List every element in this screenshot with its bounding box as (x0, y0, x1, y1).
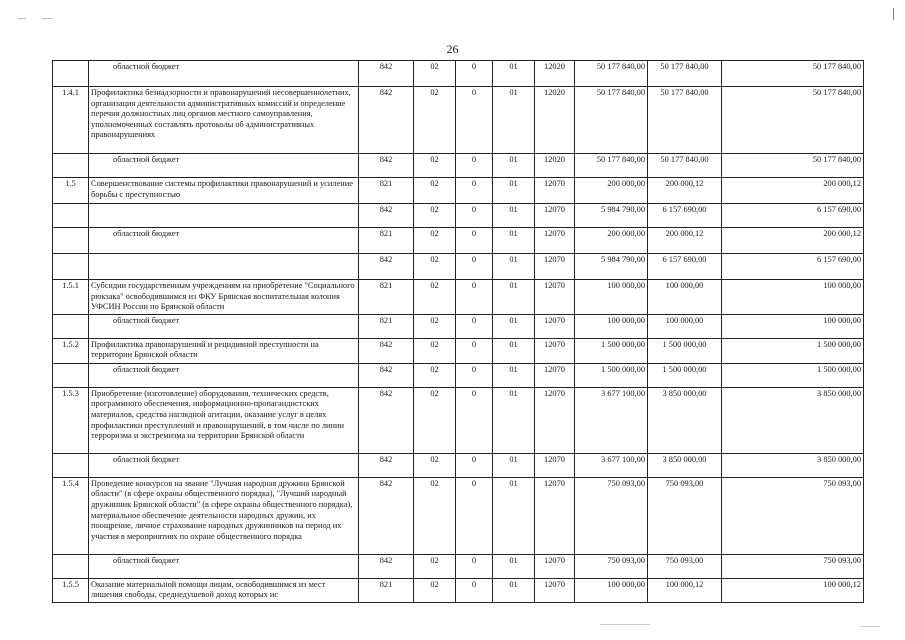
target-code-cell: 12070 (535, 228, 575, 254)
subsection-code-cell: 01 (493, 338, 535, 363)
amount-year1-cell: 5 984 790,00 (575, 204, 648, 228)
target-code-cell: 12070 (535, 254, 575, 280)
target-code-cell: 12070 (535, 178, 575, 204)
subprogram-code-cell: 0 (456, 254, 493, 280)
item-number-cell (53, 228, 89, 254)
target-code-cell: 12070 (535, 453, 575, 477)
amount-year3-cell: 750 093,00 (722, 554, 864, 578)
target-code-cell: 12070 (535, 554, 575, 578)
subsection-code-cell: 01 (493, 87, 535, 154)
amount-year1-cell: 3 677 100,00 (575, 453, 648, 477)
administrator-code-cell: 821 (359, 578, 414, 602)
table-row (53, 228, 864, 254)
item-number-cell: 1.5.4 (53, 477, 89, 554)
amount-year2-cell: 3 850 000,00 (648, 387, 722, 453)
administrator-code-cell: 842 (359, 477, 414, 554)
table-row (53, 314, 864, 338)
section-code-cell: 02 (414, 578, 456, 602)
scan-artifact (893, 8, 894, 20)
amount-year3-cell: 100 000,00 (722, 280, 864, 315)
subprogram-code-cell: 0 (456, 178, 493, 204)
description-cell: областной бюджет (89, 61, 359, 87)
table-row (53, 453, 864, 477)
amount-year2-cell: 50 177 840,00 (648, 154, 722, 178)
target-code-cell: 12070 (535, 314, 575, 338)
subprogram-code-cell: 0 (456, 578, 493, 602)
amount-year2-cell: 200 000,12 (648, 178, 722, 204)
target-code-cell: 12070 (535, 387, 575, 453)
amount-year3-cell: 3 850 000,00 (722, 453, 864, 477)
item-number-cell (53, 554, 89, 578)
administrator-code-cell: 842 (359, 338, 414, 363)
section-code-cell: 02 (414, 554, 456, 578)
amount-year3-cell: 50 177 840,00 (722, 87, 864, 154)
section-code-cell: 02 (414, 178, 456, 204)
subsection-code-cell: 01 (493, 178, 535, 204)
description-cell: Профилактика безнадзорности и правонарушений несовершеннолетних, организация деятельности административных комиссий и определение перечня должностных лиц органов местного самоуправления, уполномоченных составлять протоколы об административных правонарушениях (89, 87, 359, 154)
table-row (53, 338, 864, 363)
administrator-code-cell: 842 (359, 363, 414, 387)
table-row (53, 61, 864, 87)
section-code-cell: 02 (414, 363, 456, 387)
description-cell: областной бюджет (89, 228, 359, 254)
item-number-cell (53, 453, 89, 477)
item-number-cell (53, 363, 89, 387)
subsection-code-cell: 01 (493, 387, 535, 453)
amount-year1-cell: 1 500 000,00 (575, 338, 648, 363)
amount-year2-cell: 100 000,00 (648, 314, 722, 338)
section-code-cell: 02 (414, 204, 456, 228)
section-code-cell: 02 (414, 154, 456, 178)
section-code-cell: 02 (414, 453, 456, 477)
table-row (53, 387, 864, 453)
item-number-cell: 1.5 (53, 178, 89, 204)
table-row (53, 363, 864, 387)
target-code-cell: 12070 (535, 338, 575, 363)
amount-year1-cell: 750 093,00 (575, 554, 648, 578)
amount-year2-cell: 6 157 690,00 (648, 254, 722, 280)
administrator-code-cell: 842 (359, 387, 414, 453)
amount-year3-cell: 3 850 000,00 (722, 387, 864, 453)
amount-year2-cell: 1 500 000,00 (648, 338, 722, 363)
subprogram-code-cell: 0 (456, 477, 493, 554)
amount-year3-cell: 200 000,12 (722, 228, 864, 254)
table-row (53, 154, 864, 178)
amount-year3-cell: 6 157 690,00 (722, 254, 864, 280)
amount-year2-cell: 100 000,00 (648, 280, 722, 315)
subsection-code-cell: 01 (493, 204, 535, 228)
subprogram-code-cell: 0 (456, 554, 493, 578)
amount-year1-cell: 200 000,00 (575, 228, 648, 254)
amount-year3-cell: 200 000,12 (722, 178, 864, 204)
amount-year2-cell: 50 177 840,00 (648, 87, 722, 154)
amount-year1-cell: 750 093,00 (575, 477, 648, 554)
amount-year1-cell: 50 177 840,00 (575, 87, 648, 154)
subsection-code-cell: 01 (493, 61, 535, 87)
amount-year1-cell: 5 984 790,00 (575, 254, 648, 280)
amount-year2-cell: 100 000,12 (648, 578, 722, 602)
amount-year2-cell: 3 850 000,00 (648, 453, 722, 477)
item-number-cell (53, 61, 89, 87)
description-cell: Профилактика правонарушений и рецидивной преступности на территории Брянской области (89, 338, 359, 363)
target-code-cell: 12070 (535, 204, 575, 228)
amount-year3-cell: 6 157 690,00 (722, 204, 864, 228)
item-number-cell (53, 314, 89, 338)
amount-year3-cell: 1 500 000,00 (722, 338, 864, 363)
administrator-code-cell: 821 (359, 314, 414, 338)
amount-year3-cell: 50 177 840,00 (722, 154, 864, 178)
amount-year1-cell: 100 000,00 (575, 578, 648, 602)
administrator-code-cell: 821 (359, 280, 414, 315)
description-cell: областной бюджет (89, 314, 359, 338)
amount-year1-cell: 50 177 840,00 (575, 61, 648, 87)
section-code-cell: 02 (414, 338, 456, 363)
scan-artifact (18, 18, 26, 19)
table-row (53, 280, 864, 315)
administrator-code-cell: 842 (359, 554, 414, 578)
subprogram-code-cell: 0 (456, 280, 493, 315)
amount-year1-cell: 3 677 100,00 (575, 387, 648, 453)
item-number-cell: 1.5.5 (53, 578, 89, 602)
section-code-cell: 02 (414, 228, 456, 254)
target-code-cell: 12020 (535, 87, 575, 154)
subprogram-code-cell: 0 (456, 204, 493, 228)
description-cell: областной бюджет (89, 363, 359, 387)
target-code-cell: 12070 (535, 578, 575, 602)
target-code-cell: 12070 (535, 477, 575, 554)
description-cell: Совершенствование системы профилактики правонарушений и усиление борьбы с преступностью (89, 178, 359, 204)
amount-year2-cell: 750 093,00 (648, 477, 722, 554)
amount-year1-cell: 50 177 840,00 (575, 154, 648, 178)
section-code-cell: 02 (414, 61, 456, 87)
subsection-code-cell: 01 (493, 280, 535, 315)
administrator-code-cell: 842 (359, 154, 414, 178)
table-row (53, 554, 864, 578)
item-number-cell: 1.5.2 (53, 338, 89, 363)
subprogram-code-cell: 0 (456, 453, 493, 477)
subsection-code-cell: 01 (493, 363, 535, 387)
table-row (53, 477, 864, 554)
item-number-cell (53, 204, 89, 228)
amount-year3-cell: 50 177 840,00 (722, 61, 864, 87)
scan-artifact (860, 626, 880, 627)
subprogram-code-cell: 0 (456, 154, 493, 178)
section-code-cell: 02 (414, 477, 456, 554)
table-row (53, 178, 864, 204)
target-code-cell: 12070 (535, 280, 575, 315)
item-number-cell: 1.5.3 (53, 387, 89, 453)
amount-year2-cell: 750 093,00 (648, 554, 722, 578)
subprogram-code-cell: 0 (456, 314, 493, 338)
subsection-code-cell: 01 (493, 477, 535, 554)
amount-year1-cell: 1 500 000,00 (575, 363, 648, 387)
target-code-cell: 12020 (535, 61, 575, 87)
administrator-code-cell: 842 (359, 61, 414, 87)
subsection-code-cell: 01 (493, 453, 535, 477)
target-code-cell: 12020 (535, 154, 575, 178)
section-code-cell: 02 (414, 254, 456, 280)
administrator-code-cell: 842 (359, 87, 414, 154)
description-cell: областной бюджет (89, 154, 359, 178)
description-cell: областной бюджет (89, 554, 359, 578)
subsection-code-cell: 01 (493, 154, 535, 178)
administrator-code-cell: 842 (359, 204, 414, 228)
amount-year2-cell: 200 000,12 (648, 228, 722, 254)
section-code-cell: 02 (414, 387, 456, 453)
section-code-cell: 02 (414, 314, 456, 338)
amount-year3-cell: 100 000,12 (722, 578, 864, 602)
amount-year1-cell: 100 000,00 (575, 314, 648, 338)
description-cell: Оказание материальной помощи лицам, освободившимся из мест лишения свободы, среднедушевой доход которых ис (89, 578, 359, 602)
subsection-code-cell: 01 (493, 578, 535, 602)
page-number: 26 (446, 42, 459, 56)
table-row (53, 578, 864, 602)
table-row (53, 254, 864, 280)
table-row (53, 87, 864, 154)
subsection-code-cell: 01 (493, 228, 535, 254)
subsection-code-cell: 01 (493, 554, 535, 578)
amount-year1-cell: 200 000,00 (575, 178, 648, 204)
subprogram-code-cell: 0 (456, 61, 493, 87)
description-cell: областной бюджет (89, 453, 359, 477)
section-code-cell: 02 (414, 280, 456, 315)
subprogram-code-cell: 0 (456, 338, 493, 363)
amount-year2-cell: 6 157 690,00 (648, 204, 722, 228)
description-cell (89, 204, 359, 228)
scan-artifact (600, 624, 650, 625)
amount-year1-cell: 100 000,00 (575, 280, 648, 315)
amount-year3-cell: 750 093,00 (722, 477, 864, 554)
item-number-cell (53, 254, 89, 280)
subprogram-code-cell: 0 (456, 87, 493, 154)
budget-table (52, 60, 864, 603)
description-cell: Субсидии государственным учреждениям на приобретение "Социального рюкзака" освободившимся из ФКУ Брянская воспитательная колония УФСИН России по Брянской области (89, 280, 359, 315)
amount-year3-cell: 1 500 000,00 (722, 363, 864, 387)
subsection-code-cell: 01 (493, 314, 535, 338)
amount-year2-cell: 1 500 000,00 (648, 363, 722, 387)
description-cell: Проведение конкурсов на звание "Лучшая народная дружина Брянской области" (в сфере охраны общественного порядка), "Лучший народный дружинник Брянской области" (в сфере охраны общественного порядка), материальное обеспечение деятельности народных дружин, их поощрение, личное страхование народных дружинников на период их участия в мероприятиях по охране общественного порядка (89, 477, 359, 554)
target-code-cell: 12070 (535, 363, 575, 387)
table-row (53, 204, 864, 228)
administrator-code-cell: 821 (359, 228, 414, 254)
administrator-code-cell: 842 (359, 254, 414, 280)
amount-year3-cell: 100 000,00 (722, 314, 864, 338)
subprogram-code-cell: 0 (456, 387, 493, 453)
section-code-cell: 02 (414, 87, 456, 154)
item-number-cell: 1.4.1 (53, 87, 89, 154)
description-cell (89, 254, 359, 280)
administrator-code-cell: 821 (359, 178, 414, 204)
subprogram-code-cell: 0 (456, 363, 493, 387)
budget-table-body (53, 61, 864, 603)
item-number-cell (53, 154, 89, 178)
item-number-cell: 1.5.1 (53, 280, 89, 315)
administrator-code-cell: 842 (359, 453, 414, 477)
subprogram-code-cell: 0 (456, 228, 493, 254)
scan-artifact (42, 18, 52, 19)
subsection-code-cell: 01 (493, 254, 535, 280)
description-cell: Приобретение (изготовление) оборудования, технических средств, программного обеспечения, информационно-пропагандистских материалов, средства наглядной агитации, оказание услуг в целях профилактики преступлений и правонарушений, в том числе по линии терроризма и экстремизма на территории Брянской области (89, 387, 359, 453)
amount-year2-cell: 50 177 840,00 (648, 61, 722, 87)
